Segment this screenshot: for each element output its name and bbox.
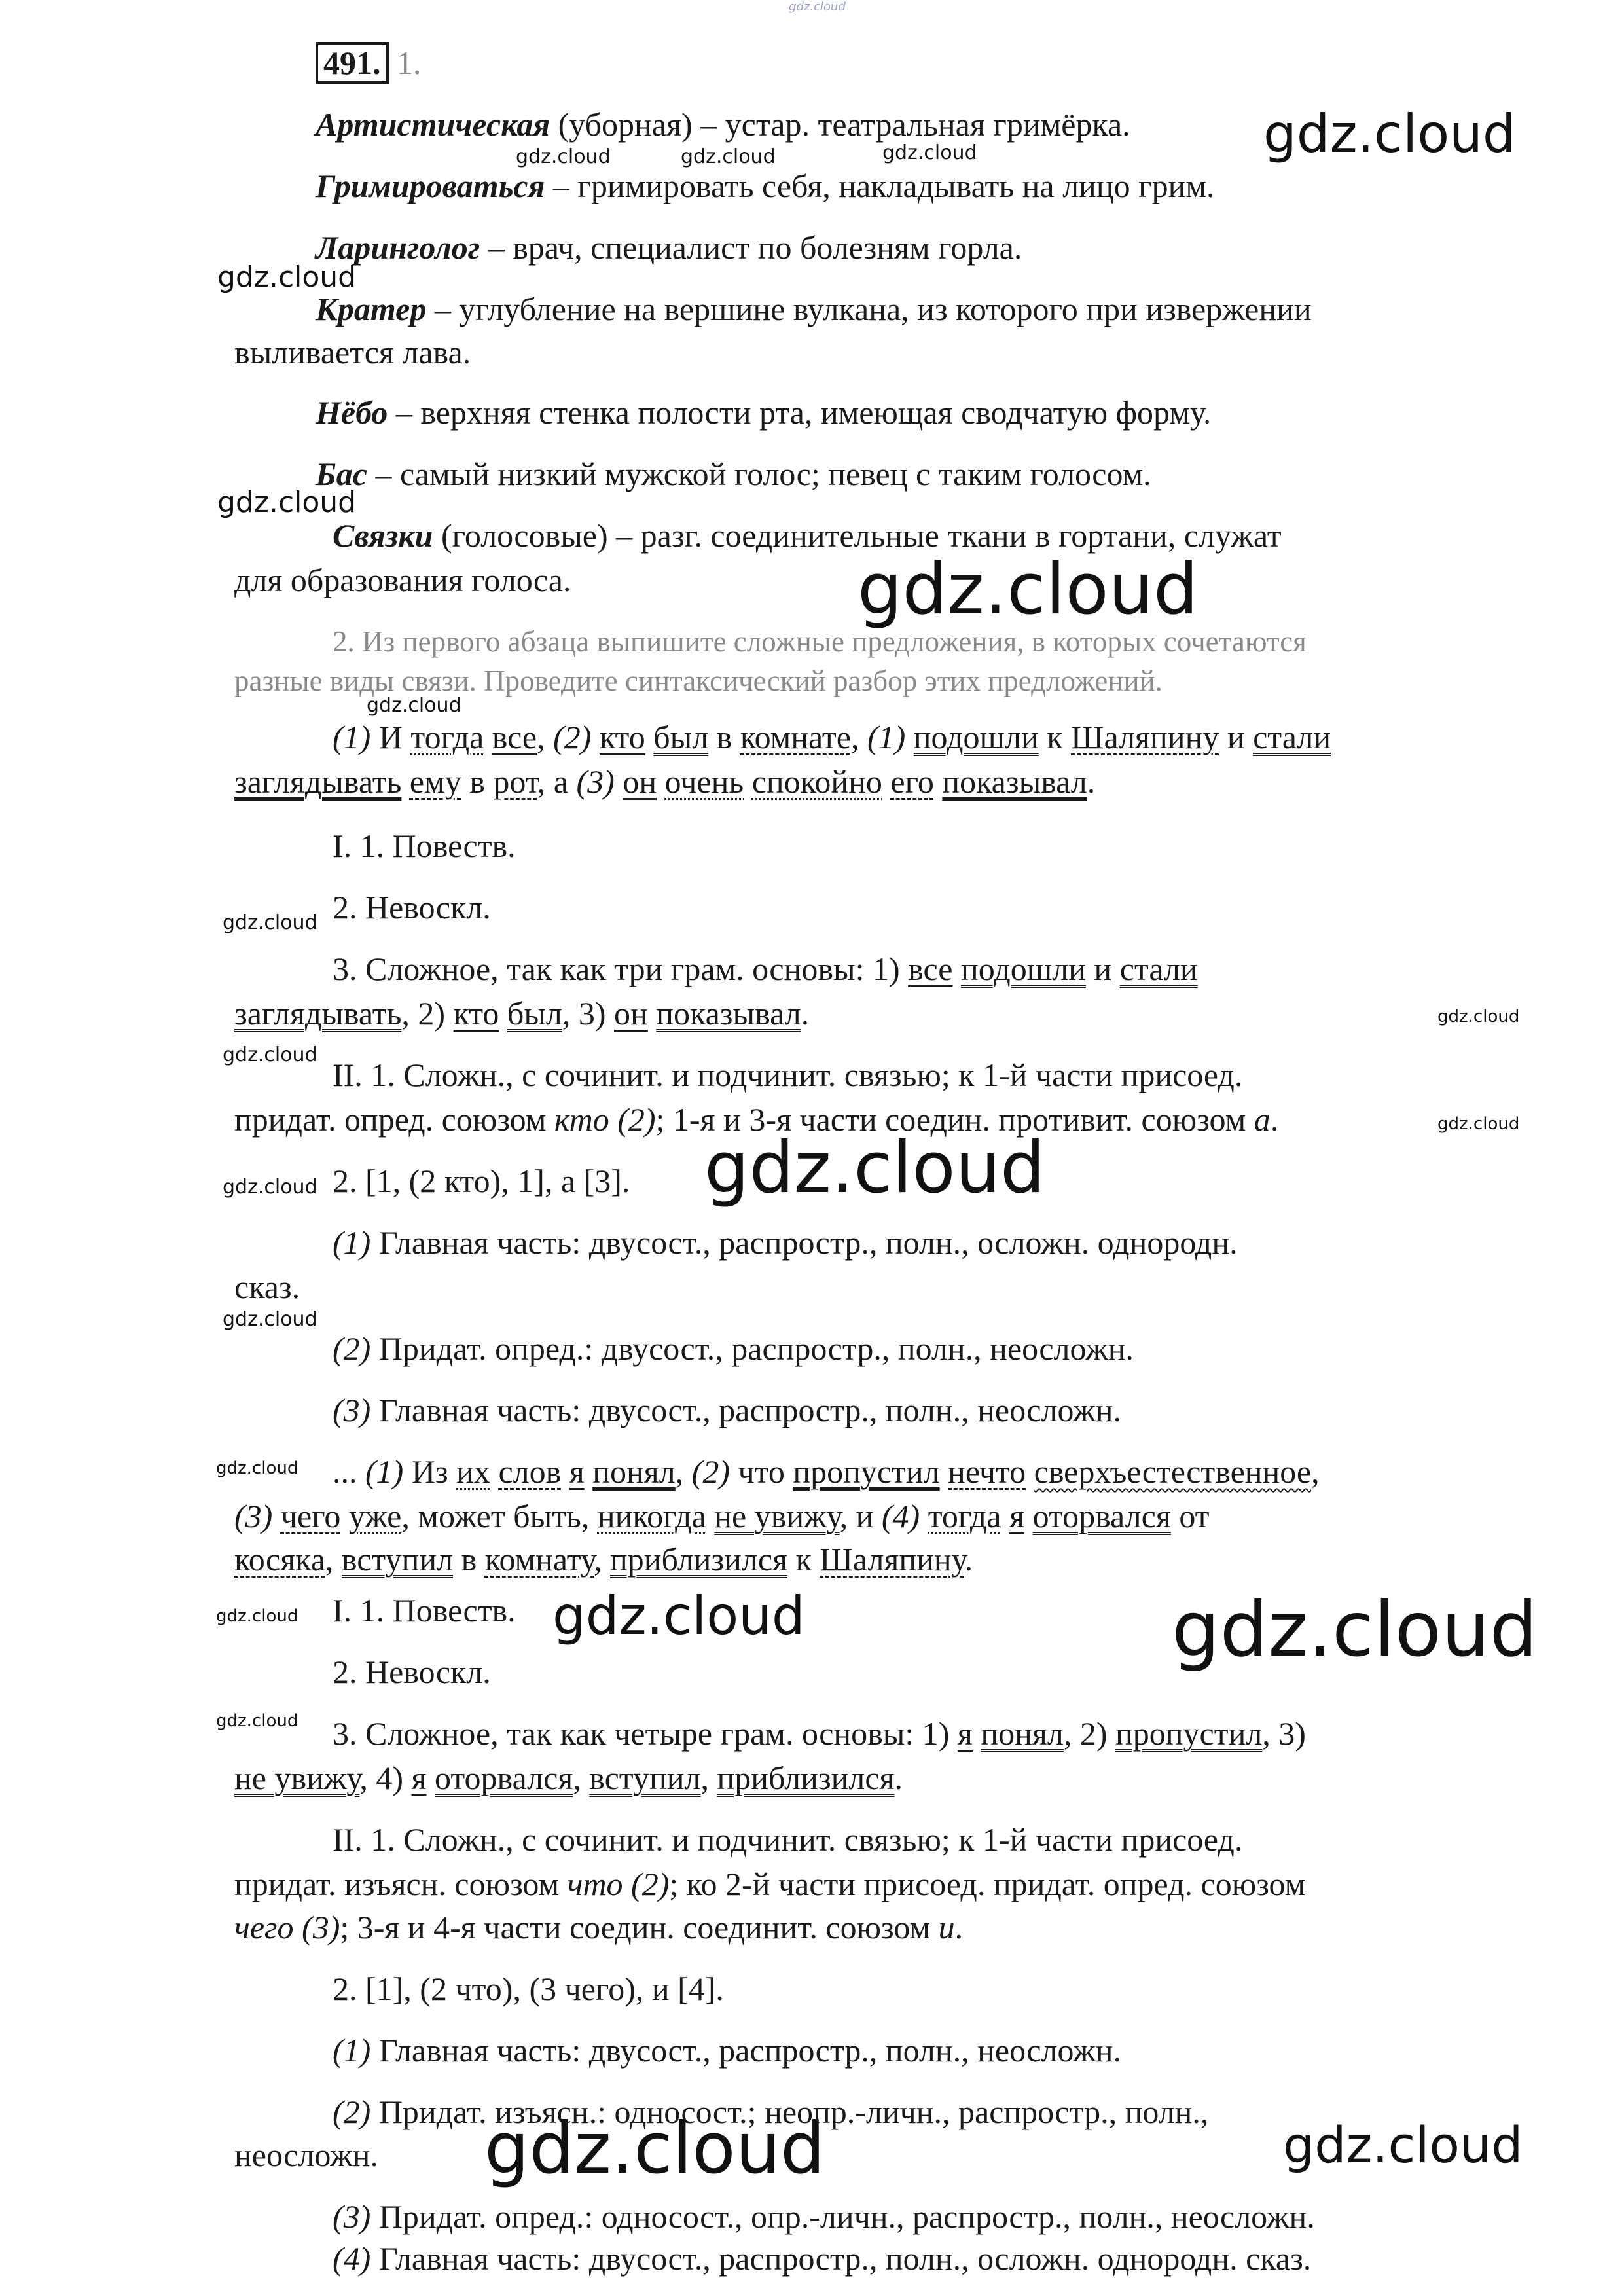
watermark-small: gdz.cloud: [882, 141, 977, 164]
watermark-large: gdz.cloud: [552, 1585, 805, 1646]
definition-line: [316, 166, 1214, 206]
watermark-tiny: gdz.cloud: [789, 0, 846, 14]
watermark-small: gdz.cloud: [1437, 1114, 1520, 1134]
definition-text: – самый низкий мужской голос; певец с таким голосом.: [367, 456, 1151, 492]
watermark-small: gdz.cloud: [1437, 1007, 1520, 1026]
definition-term: Артистическая: [316, 106, 550, 143]
watermark-large: gdz.cloud: [1283, 2116, 1523, 2174]
sentence-1-line-1: (1) И тогда все, (2) кто был в комнате, (1) подошли к Шаляпину и стали: [333, 719, 1331, 755]
analysis-2-iii-4: (4) Главная часть: двусост., распростр., полн., осложн. однородн. сказ.: [333, 2240, 1312, 2277]
analysis-2-i-2: 2. Невоскл.: [333, 1654, 491, 1690]
analysis-1-iii-1-cont: сказ.: [234, 1269, 300, 1305]
watermark-small: gdz.cloud: [223, 1176, 317, 1199]
analysis-1-ii-1-cont: придат. опред. союзом кто (2); 1-я и 3-я части соедин. противит. союзом а.: [234, 1101, 1279, 1138]
task-2-text: 2. Из первого абзаца выпишите сложные предложения, в которых сочетаются: [333, 625, 1307, 658]
definition-text: (голосовые) – разг. соединительные ткани в гортани, служат: [433, 517, 1282, 554]
exercise-number: 491.: [316, 42, 389, 84]
analysis-2-ii-2: 2. [1], (2 что), (3 чего), и [4].: [333, 1970, 724, 2007]
task-2-text: разные виды связи. Проведите синтаксический разбор этих предложений.: [234, 664, 1163, 697]
analysis-1-iii-3: (3) Главная часть: двусост., распростр., полн., неосложн.: [333, 1392, 1122, 1428]
definition-term: Связки: [333, 517, 433, 554]
definition-term: Гримироваться: [316, 168, 545, 204]
definition-line: [316, 289, 1312, 329]
definition-continuation: для образования голоса.: [234, 562, 571, 598]
watermark-small: gdz.cloud: [367, 694, 461, 717]
analysis-1-i-3-cont: заглядывать, 2) кто был, 3) он показывал.: [234, 995, 810, 1032]
sentence-2-line-1: ... (1) Из их слов я понял, (2) что пропустил нечто сверхъестественное,: [333, 1453, 1320, 1490]
watermark-large: gdz.cloud: [857, 549, 1199, 630]
analysis-2-iii-1: (1) Главная часть: двусост., распростр., полн., неосложн.: [333, 2032, 1122, 2069]
definition-text: – углубление на вершине вулкана, из которого при извержении: [426, 291, 1312, 327]
definition-text: (уборная) – устар. театральная гримёрка.: [550, 106, 1130, 143]
definition-line: [316, 393, 1211, 432]
analysis-1-ii-1: II. 1. Сложн., с сочинит. и подчинит. связью; к 1-й части присоед.: [333, 1057, 1243, 1093]
part-1-label: 1.: [397, 45, 422, 81]
definition-text: – верхняя стенка полости рта, имеющая сводчатую форму.: [388, 394, 1212, 431]
watermark-small: gdz.cloud: [216, 1606, 298, 1626]
definition-text: – гримировать себя, накладывать на лицо грим.: [545, 168, 1215, 204]
definition-term: Нёбо: [316, 394, 388, 431]
definition-line: [316, 454, 1151, 494]
definition-continuation: выливается лава.: [234, 334, 471, 371]
definition-term: Ларинголог: [316, 229, 480, 266]
watermark-small: gdz.cloud: [681, 145, 776, 168]
watermark-small: gdz.cloud: [216, 1711, 298, 1731]
watermark-small: gdz.cloud: [223, 1043, 317, 1066]
analysis-2-ii-1: II. 1. Сложн., с сочинит. и подчинит. связью; к 1-й части присоед.: [333, 1821, 1243, 1858]
analysis-1-ii-2: 2. [1, (2 кто), 1], а [3].: [333, 1163, 630, 1199]
definition-term: Бас: [316, 456, 367, 492]
analysis-2-i-3: 3. Сложное, так как четыре грам. основы: 1) я понял, 2) пропустил, 3): [333, 1715, 1306, 1752]
analysis-2-iii-3: (3) Придат. опред.: односост., опр.-личн., распростр., полн., неосложн.: [333, 2198, 1315, 2235]
analysis-2-iii-2-cont: неосложн.: [234, 2137, 378, 2173]
sentence-2-line-3: косяка, вступил в комнату, приблизился к Шаляпину.: [234, 1541, 973, 1578]
definition-term: Кратер: [316, 291, 427, 327]
watermark-large: gdz.cloud: [1263, 103, 1516, 164]
watermark-small: gdz.cloud: [217, 261, 357, 294]
analysis-2-i-1: I. 1. Повеств.: [333, 1592, 516, 1629]
definition-text: – врач, специалист по болезням горла.: [480, 229, 1022, 266]
watermark-large: gdz.cloud: [1172, 1585, 1538, 1674]
definition-line: [316, 228, 1022, 267]
analysis-2-i-3-cont: не увижу, 4) я оторвался, вступил, приблизился.: [234, 1760, 903, 1796]
exercise-header: [316, 43, 422, 82]
watermark-small: gdz.cloud: [223, 1308, 317, 1331]
watermark-large: gdz.cloud: [484, 2108, 825, 2190]
sentence-2-line-2: (3) чего уже, может быть, никогда не увижу, и (4) тогда я оторвался от: [234, 1498, 1210, 1534]
analysis-2-ii-1-cont: чего (3); 3-я и 4-я части соедин. соединит. союзом и.: [234, 1909, 964, 1946]
analysis-1-i-1: I. 1. Повеств.: [333, 827, 516, 864]
watermark-small: gdz.cloud: [223, 911, 317, 934]
analysis-2-ii-1-cont: придат. изъясн. союзом что (2); ко 2-й части присоед. придат. опред. союзом: [234, 1866, 1306, 1902]
watermark-small: gdz.cloud: [516, 145, 611, 168]
analysis-1-i-2: 2. Невоскл.: [333, 889, 491, 926]
analysis-2-iii-2: (2) Придат. изъясн.: односост.; неопр.-личн., распростр., полн.,: [333, 2093, 1209, 2130]
definition-line: [316, 105, 1130, 144]
analysis-1-iii-2: (2) Придат. опред.: двусост., распростр., полн., неосложн.: [333, 1330, 1134, 1367]
watermark-small: gdz.cloud: [216, 1458, 298, 1478]
watermark-large: gdz.cloud: [704, 1127, 1045, 1209]
analysis-1-i-3: 3. Сложное, так как три грам. основы: 1) все подошли и стали: [333, 951, 1198, 987]
analysis-1-iii-1: (1) Главная часть: двусост., распростр., полн., осложн. однородн.: [333, 1224, 1238, 1261]
sentence-1-line-2: заглядывать ему в рот, а (3) он очень спокойно его показывал.: [234, 763, 1096, 800]
watermark-small: gdz.cloud: [217, 486, 357, 519]
